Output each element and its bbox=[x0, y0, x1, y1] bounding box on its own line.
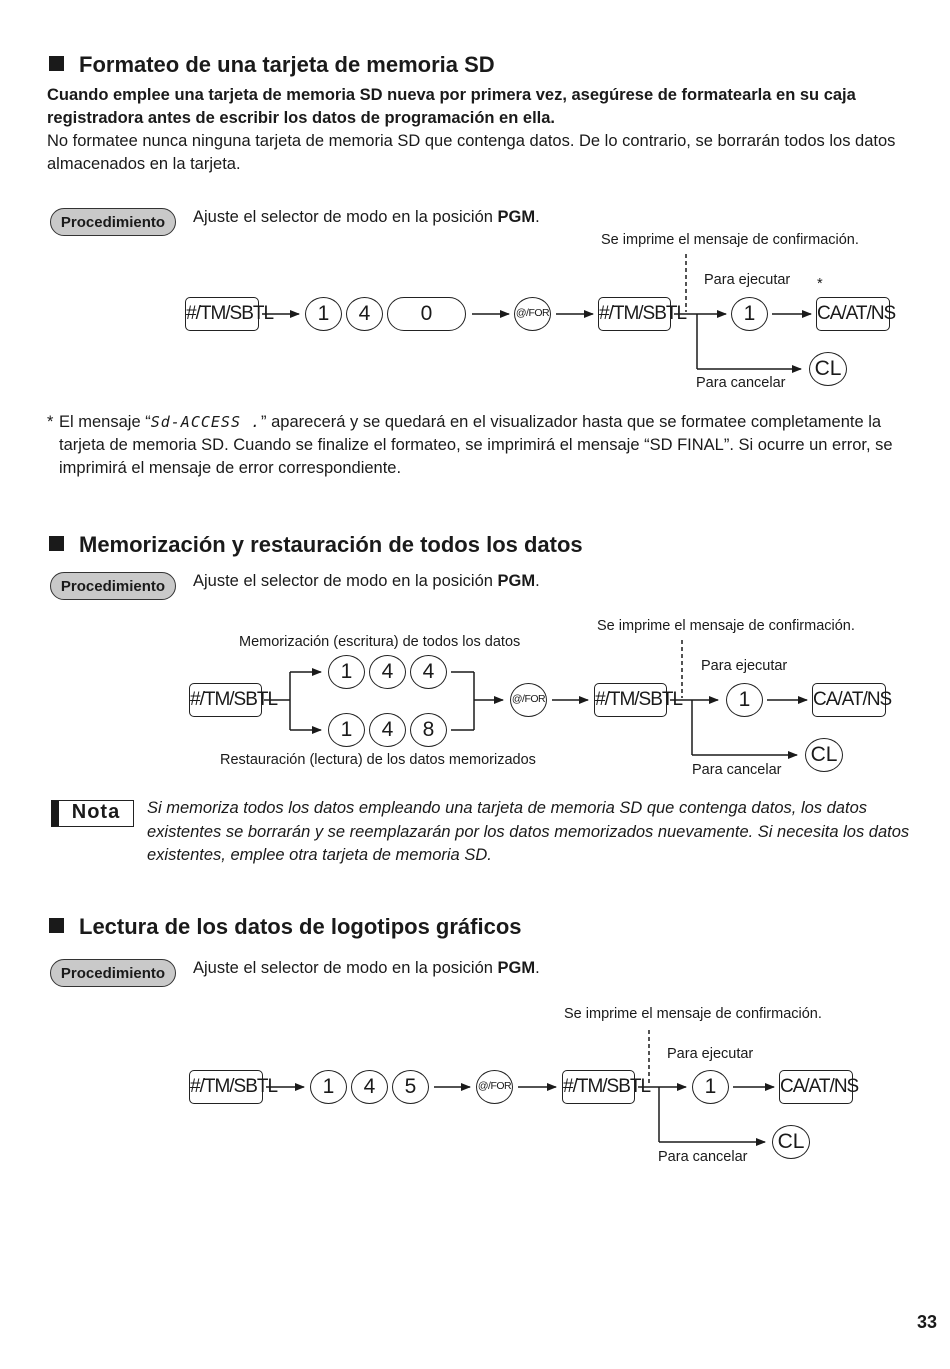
digit-key-1: 1 bbox=[726, 683, 763, 717]
digit-key-1: 1 bbox=[328, 655, 365, 689]
format-warning-text: No formatee nunca ninguna tarjeta de memoria SD que contenga datos. De lo contrario, se borrarán todos los datos almacenados en la tarjeta. bbox=[47, 132, 896, 173]
digit-key-5: 5 bbox=[392, 1070, 429, 1104]
cancel-label: Para cancelar bbox=[692, 762, 782, 778]
digit-key-4: 4 bbox=[351, 1070, 388, 1104]
procedure-instruction: Ajuste el selector de modo en la posición PGM. bbox=[193, 959, 540, 977]
bullet-square-icon bbox=[49, 536, 64, 551]
digit-key-1: 1 bbox=[731, 297, 768, 331]
format-bold-intro: Cuando emplee una tarjeta de memoria SD nueva por primera vez, asegúrese de formatearla en su caja registradora antes de escribir los datos de programación en ella. bbox=[47, 86, 856, 127]
tm-sbtl-key: #/TM/SBTL bbox=[562, 1070, 635, 1104]
digit-key-4: 4 bbox=[346, 297, 383, 331]
procedure-badge: Procedimiento bbox=[50, 572, 176, 600]
digit-key-4: 4 bbox=[369, 713, 406, 747]
cancel-label: Para cancelar bbox=[696, 375, 786, 391]
page-number: 33 bbox=[917, 1312, 938, 1332]
tm-sbtl-key: #/TM/SBTL bbox=[189, 683, 262, 717]
note-badge: Nota bbox=[51, 800, 134, 827]
digit-key-1: 1 bbox=[305, 297, 342, 331]
note-text: Si memoriza todos los datos empleando una tarjeta de memoria SD que contenga datos, los datos existentes se borrarán y se reemplazarán por los datos memorizados nuevamente. Si necesita los datos existentes, emplee otra tarjeta de memoria SD. bbox=[147, 799, 910, 864]
procedure-instruction: Ajuste el selector de modo en la posición PGM. bbox=[193, 572, 540, 590]
for-key: @/FOR bbox=[510, 683, 547, 717]
procedure-badge: Procedimiento bbox=[50, 208, 176, 236]
digit-key-8: 8 bbox=[410, 713, 447, 747]
execute-label: Para ejecutar bbox=[701, 658, 788, 674]
digit-key-4: 4 bbox=[369, 655, 406, 689]
asterisk-mark: * bbox=[817, 276, 823, 292]
write-label: Memorización (escritura) de todos los datos bbox=[239, 634, 521, 650]
for-key: @/FOR bbox=[514, 297, 551, 331]
bullet-square-icon bbox=[49, 56, 64, 71]
procedure-instruction: Ajuste el selector de modo en la posición PGM. bbox=[193, 208, 540, 226]
execute-label: Para ejecutar bbox=[667, 1046, 754, 1062]
cl-key: CL bbox=[805, 738, 843, 772]
ca-at-ns-key: CA/AT/NS bbox=[812, 683, 886, 717]
for-key: @/FOR bbox=[476, 1070, 513, 1104]
display-message: Sd-ACCESS . bbox=[150, 413, 262, 431]
tm-sbtl-key: #/TM/SBTL bbox=[594, 683, 667, 717]
bullet-square-icon bbox=[49, 918, 64, 933]
ca-at-ns-key: CA/AT/NS bbox=[816, 297, 890, 331]
ca-at-ns-key: CA/AT/NS bbox=[779, 1070, 853, 1104]
confirm-message-label: Se imprime el mensaje de confirmación. bbox=[597, 618, 855, 634]
confirm-message-label: Se imprime el mensaje de confirmación. bbox=[601, 232, 859, 248]
execute-label: Para ejecutar bbox=[704, 272, 791, 288]
read-label: Restauración (lectura) de los datos memorizados bbox=[220, 752, 536, 768]
cl-key: CL bbox=[809, 352, 847, 386]
confirm-message-label: Se imprime el mensaje de confirmación. bbox=[564, 1006, 822, 1022]
tm-sbtl-key: #/TM/SBTL bbox=[598, 297, 671, 331]
tm-sbtl-key: #/TM/SBTL bbox=[189, 1070, 263, 1104]
footnote-asterisk: * bbox=[47, 413, 54, 431]
digit-key-1: 1 bbox=[328, 713, 365, 747]
cancel-label: Para cancelar bbox=[658, 1149, 748, 1165]
tm-sbtl-key: #/TM/SBTL bbox=[185, 297, 259, 331]
digit-key-1: 1 bbox=[310, 1070, 347, 1104]
digit-key-4: 4 bbox=[410, 655, 447, 689]
digit-key-1: 1 bbox=[692, 1070, 729, 1104]
section-title-logo: Lectura de los datos de logotipos gráficos bbox=[49, 914, 522, 940]
format-footnote: El mensaje “Sd-ACCESS .” aparecerá y se quedará en el visualizador hasta que se formatee completamente la tarjeta de memoria SD. Cuando se finalize el formateo, se imprimirá el mensaje “SD FINAL”. Si ocurre un error, se imprimirá el mensaje de error correspondiente. bbox=[59, 413, 893, 477]
procedure-badge: Procedimiento bbox=[50, 959, 176, 987]
digit-key-0: 0 bbox=[387, 297, 466, 331]
cl-key: CL bbox=[772, 1125, 810, 1159]
section-title-format: Formateo de una tarjeta de memoria SD bbox=[49, 52, 495, 78]
section-title-memory: Memorización y restauración de todos los datos bbox=[49, 532, 583, 558]
